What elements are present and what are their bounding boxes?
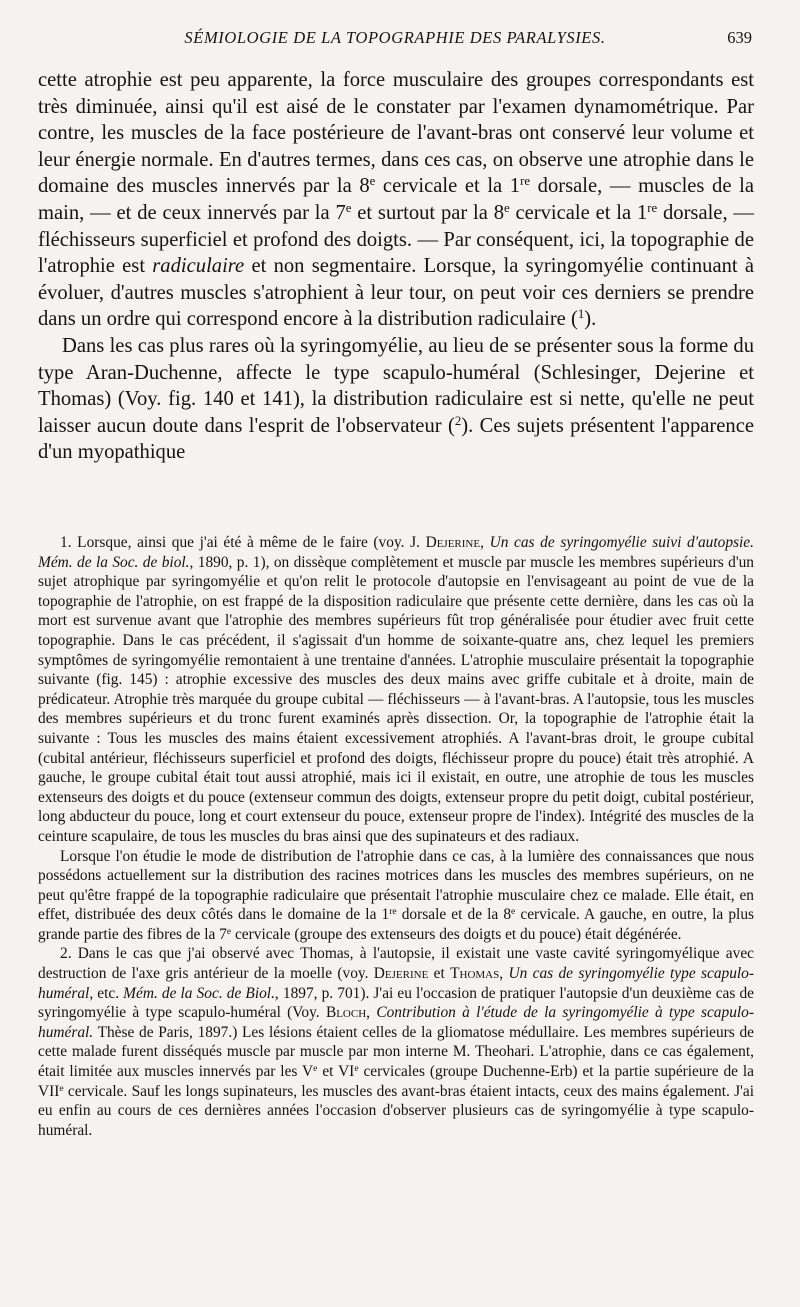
running-header bbox=[38, 28, 752, 52]
text-run: et non segmentaire. Lorsque, la syringomyélie continuant à évoluer, d'autres muscles s'atrophient à leur tour, on peut voir ces derniers se prendre dans un ordre qui correspond encore à la distribution radiculaire ( bbox=[38, 255, 755, 331]
text-run: , bbox=[480, 534, 490, 551]
text-run: , bbox=[499, 965, 509, 983]
text-run: Dans les cas plus rares où la syringomyélie, au lieu de se présenter sous la forme du type Aran-Duchenne, affecte le type scapulo-huméral (Schlesinger, Dejerine et Thomas) (Voy. fig. 140 et 141), la distribution radiculaire est si nette, qu'elle ne peut laisser aucun doute dans l'esprit de l'observateur ( bbox=[38, 334, 754, 437]
superscript: e bbox=[511, 906, 516, 918]
footnote-2 bbox=[38, 944, 754, 1140]
superscript: re bbox=[520, 174, 531, 189]
author-name: Dejerine bbox=[425, 534, 481, 551]
footnote-ref[interactable]: 1 bbox=[577, 307, 585, 322]
superscript: e bbox=[59, 1082, 64, 1094]
text-run: , 1897, p. 701). J'ai eu l'occasion de pratiquer l'autopsie d'un deuxième cas de syringomyélie à type scapulo-huméral (Voy. bbox=[38, 984, 754, 1022]
text-run: cervicale et la 1 bbox=[375, 175, 521, 198]
text-run: dorsale, — fléchisseurs superficiel et profond des doigts. — Par conséquent, ici, la topographie de l'atrophie est bbox=[38, 201, 754, 278]
footnotes bbox=[38, 533, 754, 1140]
author-name: Bloch bbox=[325, 1004, 367, 1022]
text-run: Lorsque l'on étudie le mode de distribution de l'atrophie dans ce cas, à la lumière des connaissances que nous possédons actuellement sur la distribution des racines motrices dans les muscles des membres supérieurs, on ne peut qu'être frappé de la topographie radiculaire que présentait l'atrophie musculaire chez ce malade. Elle était, en effet, distribuée des deux côtés dans le domaine de la 1 bbox=[38, 847, 754, 924]
superscript: e bbox=[354, 1062, 359, 1074]
superscript: re bbox=[647, 200, 658, 215]
text-run: , 1890, p. 1), on dissèque complètement et muscle par muscle les membres supérieurs d'un sujet atrophique par syringomyélie et qu'on relit le protocole d'autopsie en l'envisageant au point de vue de la topographie de l'atrophie, on est frappé de la disposition radiculaire que présente cette dernière, dans les cas où la mort est survenue avant que l'atrophie des membres supérieurs fût trop généralisée pour étudier avec fruit cette topographie. Dans le cas précédent, il s'agissait d'un homme de soixante-quatre ans, chez lequel les premiers symptômes de syringomyélie remontaient à une trentaine d'années. L'atrophie musculaire présentait la topographie suivante (fig. 145) : atrophie excessive des muscles des deux mains avec griffe cubitale et à droite, main de prédicateur. Atrophie très marquée du groupe cubital — fléchisseurs — à l'avant-bras. A l'autopsie, tous les muscles des membres supérieurs et du tronc furent examinés après dissection. Or, la topographie de l'atrophie était la suivante : Tous les muscles des mains étaient excessivement atrophiés. A l'avant-bras droit, le groupe cubital (cubital antérieur, fléchisseurs superficiel et profond des doigts, fléchisseur propre du pouce) était très atrophié. A gauche, le groupe cubital était tout aussi atrophié, mais ici il existait, en outre, une atrophie de tous les muscles extenseurs des doigts et du pouce (extenseur commun des doigts, extenseur propre du petit doigt, cubital postérieur, long abducteur du pouce, long et court extenseur du pouce, extenseur propre de l'index). Intégrité des muscles de la ceinture scapulaire, de tous les muscles du bras ainsi que des supinateurs et des radiaux. bbox=[38, 553, 754, 845]
superscript: e bbox=[345, 200, 352, 215]
text-run: cervicales (groupe Duchenne-Erb) et la partie supérieure de la VII bbox=[38, 1063, 754, 1100]
main-text bbox=[38, 67, 754, 466]
running-title: SÉMIOLOGIE DE LA TOPOGRAPHIE DES PARALYSIES. bbox=[184, 28, 606, 47]
superscript: e bbox=[313, 1062, 318, 1074]
text-run: 2. Dans le cas que j'ai observé avec Thomas, à l'autopsie, il existait une vaste cavité syringomyélique avec destruction de l'axe gris antérieur de la moelle (voy. bbox=[38, 945, 754, 983]
body-paragraph bbox=[38, 67, 754, 333]
author-name: Dejerine bbox=[373, 965, 429, 983]
text-run: cette atrophie est peu apparente, la force musculaire des groupes correspondants est très diminuée, ainsi qu'il est aisé de le constater par l'examen dynamométrique. Par contre, les muscles de la face postérieure de l'avant-bras ont conservé leur volume et leur énergie normale. En d'autres termes, dans ces cas, on observe une atrophie dans le domaine des muscles innervés par la 8 bbox=[38, 69, 754, 198]
citation-title: Un cas de syringomyélie type scapulo-huméral bbox=[38, 965, 755, 1002]
body-paragraph bbox=[38, 333, 754, 466]
superscript: re bbox=[389, 906, 397, 918]
citation-title: Mém. de la Soc. de Biol. bbox=[123, 984, 275, 1002]
footnote-1-continued bbox=[38, 847, 754, 945]
text-run: 1. Lorsque, ainsi que j'ai été à même de le faire (voy. J. bbox=[60, 534, 426, 551]
superscript: e bbox=[504, 200, 510, 215]
text-run: ). bbox=[584, 308, 597, 331]
citation-title: Un cas de syringomyélie suivi d'autopsie. Mém. de la Soc. de biol. bbox=[38, 534, 754, 571]
citation-title: Contribution à l'étude de la syringomyélie à type scapulo-huméral. bbox=[38, 1004, 754, 1041]
footnote-ref[interactable]: 2 bbox=[454, 413, 462, 428]
text-run: et VI bbox=[317, 1063, 355, 1081]
text-run: ). Ces sujets présentent l'apparence d'un myopathique bbox=[38, 414, 754, 464]
text-run: , bbox=[366, 1004, 377, 1022]
page-number: 639 bbox=[727, 28, 752, 47]
superscript: e bbox=[226, 925, 232, 937]
text-run: cervicale et la 1 bbox=[509, 201, 648, 224]
text-run: et bbox=[428, 965, 451, 983]
text-run: cervicale. A gauche, en outre, la plus grande partie des fibres de la 7 bbox=[38, 906, 755, 943]
text-run: cervicale (groupe des extenseurs des doigts et du pouce) était dégénérée. bbox=[231, 925, 682, 943]
text-run: dorsale et de la 8 bbox=[396, 906, 512, 924]
text-run: , etc. bbox=[89, 984, 124, 1002]
text-run: cervicale. Sauf les longs supinateurs, les muscles des avant-bras étaient intacts, ceux des mains également. J'ai eu enfin au cours de ces dernières années l'occasion d'observer plusieurs cas de syringomyélie à type scapulo-huméral. bbox=[38, 1082, 754, 1139]
footnote-1 bbox=[38, 533, 754, 847]
author-name: Thomas bbox=[450, 965, 500, 983]
text-run: et surtout par la 8 bbox=[351, 201, 505, 224]
italic-term: radiculaire bbox=[152, 255, 245, 278]
text-run: dorsale, — muscles de la main, — et de ceux innervés par la 7 bbox=[38, 175, 754, 224]
text-run: Thèse de Paris, 1897.) Les lésions étaient celles de la gliomatose médullaire. Les membres supérieurs de cette malade furent disséqués muscle par muscle par mon interne M. Theohari. L'atrophie, dans ce cas également, était limitée aux muscles innervés par les V bbox=[38, 1023, 754, 1081]
superscript: e bbox=[369, 174, 376, 189]
